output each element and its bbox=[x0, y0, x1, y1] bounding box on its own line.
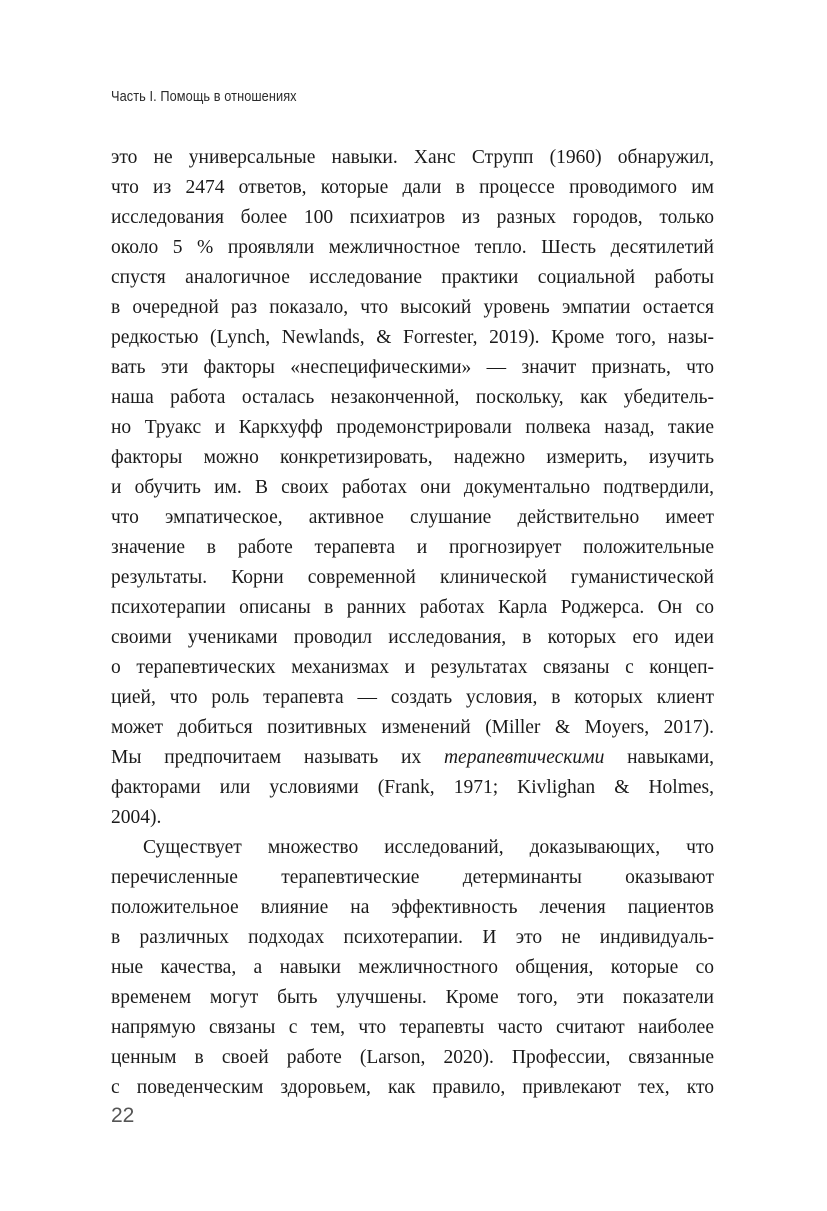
running-header: Часть I. Помощь в отношениях bbox=[111, 88, 297, 105]
text-line: но Труакс и Каркхуфф продемонстрировали полвека назад, такие bbox=[111, 417, 714, 438]
text-line: факторы можно конкретизировать, надежно измерить, изучить bbox=[111, 447, 714, 468]
text-line: редкостью (Lynch, Newlands, & Forrester, 2019). Кроме того, назы- bbox=[111, 327, 714, 348]
text-line: может добиться позитивных изменений (Miller & Moyers, 2017). bbox=[111, 717, 714, 738]
text-line: результаты. Корни современной клинической гуманистической bbox=[111, 567, 714, 588]
text-line: временем могут быть улучшены. Кроме того, эти показатели bbox=[111, 987, 714, 1008]
text-line: напрямую связаны с тем, что терапевты часто считают наиболее bbox=[111, 1017, 714, 1038]
text-line: ные качества, а навыки межличностного общения, которые со bbox=[111, 957, 714, 978]
italic-term: терапевтическими bbox=[443, 747, 605, 768]
text-line: что из 2474 ответов, которые дали в процессе проводимого им bbox=[111, 177, 714, 198]
text-line: с поведенческим здоровьем, как правило, привлекают тех, кто bbox=[111, 1077, 714, 1098]
text-line: около 5 % проявляли межличностное тепло. Шесть десятилетий bbox=[111, 237, 714, 258]
text-segment: навыками, bbox=[604, 747, 714, 768]
page-number: 22 bbox=[111, 1104, 135, 1127]
text-line: и обучить им. В своих работах они документально подтвердили, bbox=[111, 477, 714, 498]
text-line: в очередной раз показало, что высокий уровень эмпатии остается bbox=[111, 297, 714, 318]
text-line: психотерапии описаны в ранних работах Карла Роджерса. Он со bbox=[111, 597, 714, 618]
text-line: в различных подходах психотерапии. И это не индивидуаль- bbox=[111, 927, 714, 948]
text-line: вать эти факторы «неспецифическими» — значит признать, что bbox=[111, 357, 714, 378]
text-segment: Мы предпочитаем называть их bbox=[111, 747, 444, 768]
text-line-with-italic bbox=[111, 743, 714, 773]
text-line: ценным в своей работе (Larson, 2020). Профессии, связанные bbox=[111, 1047, 714, 1068]
body-text bbox=[111, 143, 714, 1103]
text-line: это не универсальные навыки. Ханс Струпп (1960) обнаружил, bbox=[111, 147, 714, 168]
text-line: значение в работе терапевта и прогнозирует положительные bbox=[111, 537, 714, 558]
text-line: перечисленные терапевтические детерминанты оказывают bbox=[111, 867, 714, 888]
text-line: своими учениками проводил исследования, в которых его идеи bbox=[111, 627, 714, 648]
text-line: 2004). bbox=[111, 807, 162, 828]
text-line: исследования более 100 психиатров из разных городов, только bbox=[111, 207, 714, 228]
text-line: спустя аналогичное исследование практики социальной работы bbox=[111, 267, 714, 288]
text-line: Существует множество исследований, доказывающих, что bbox=[143, 837, 714, 858]
text-line: что эмпатическое, активное слушание действительно имеет bbox=[111, 507, 714, 528]
text-line: о терапевтических механизмах и результатах связаны с концеп- bbox=[111, 657, 714, 678]
text-line: факторами или условиями (Frank, 1971; Kivlighan & Holmes, bbox=[111, 777, 714, 798]
text-line: наша работа осталась незаконченной, поскольку, как убедитель- bbox=[111, 387, 714, 408]
text-line: цией, что роль терапевта — создать условия, в которых клиент bbox=[111, 687, 714, 708]
text-line: положительное влияние на эффективность лечения пациентов bbox=[111, 897, 714, 918]
